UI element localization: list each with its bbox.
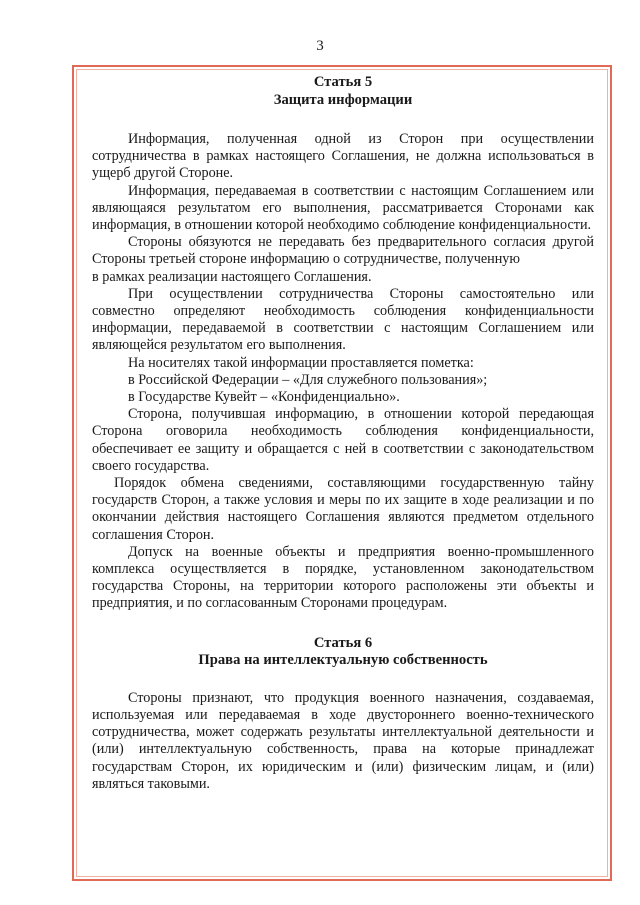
paragraph: Информация, полученная одной из Сторон при осуществлении сотрудничества в рамках настоящего Соглашения, не должна использоваться в ущерб другой Стороне. xyxy=(92,131,594,182)
article-6-subtitle: Права на интеллектуальную собственность xyxy=(198,652,488,669)
article-5-title: Статья 5 xyxy=(313,74,373,90)
article-5 xyxy=(92,74,594,613)
paragraph: в Российской Федерации – «Для служебного пользования»; xyxy=(128,371,488,388)
article-5-subtitle: Защита информации xyxy=(273,91,413,108)
paragraph: в Государстве Кувейт – «Конфиденциально». xyxy=(128,389,400,406)
paragraph: Стороны признают, что продукция военного назначения, создаваемая, используемая или передаваемая в ходе двустороннего военно-технического сотрудничества, может содержать результаты интеллектуальной деятельности и (или) интеллектуальную собственность, права на которые принадлежат государствам Сторон, их юридическим и (или) физическим лицам, и (или) являться таковыми. xyxy=(92,689,594,792)
paragraph: Сторона, получившая информацию, в отношении которой передающая Сторона оговорила необходимость соблюдения конфиденциальности, обеспечивает ее защиту и обращается с ней в соответствии с законодательством своего государства. xyxy=(92,406,594,474)
article-6 xyxy=(92,635,594,793)
paragraph: в рамках реализации настоящего Соглашения. xyxy=(92,268,372,285)
article-6-text xyxy=(92,690,594,793)
paragraph: Порядок обмена сведениями, составляющими государственную тайну государств Сторон, а также условия и меры по их защите в ходе реализации и по окончании действия настоящего Соглашения являются предметом отдельного соглашения Сторон. xyxy=(92,475,594,543)
paragraph: Информация, передаваемая в соответствии с настоящим Соглашением или являющаяся результатом его выполнения, рассматривается Сторонами как информация, в отношении которой необходимо соблюдение конфиденциальности. xyxy=(92,182,594,234)
paragraph: На носителях такой информации проставляется пометка: xyxy=(128,354,474,371)
article-6-title: Статья 6 xyxy=(313,634,373,651)
paragraph: Допуск на военные объекты и предприятия военно-промышленного комплекса осуществляется в порядке, установленном законодательством государства Стороны, на территории которого расположены эти объекты и предприятия, и по согласованным Сторонами процедурам. xyxy=(92,543,594,612)
paragraph: Стороны обязуются не передавать без предварительного согласия другой Стороны третьей стороне информацию о сотрудничестве, полученную xyxy=(92,234,594,268)
article-5-text xyxy=(92,131,594,613)
page-number: 3 xyxy=(316,38,324,54)
document-body xyxy=(92,74,594,793)
paragraph: При осуществлении сотрудничества Стороны самостоятельно или совместно определяют необходимость соблюдения конфиденциальности информации, передаваемой в соответствии с настоящим Соглашением или являющейся результатом его выполнения. xyxy=(92,285,594,354)
